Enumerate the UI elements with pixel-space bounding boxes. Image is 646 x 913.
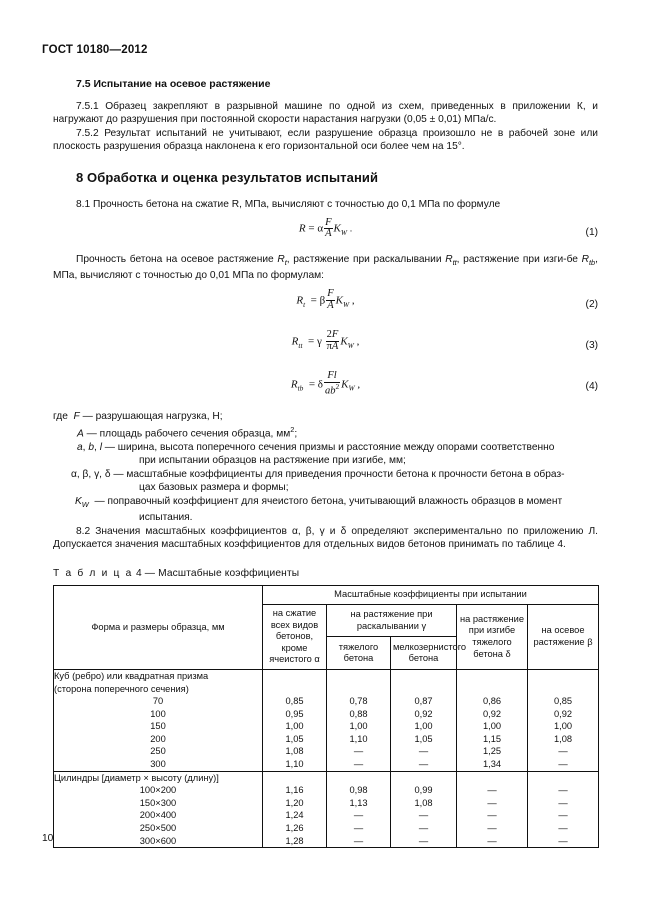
cube-size-5: 300 (150, 759, 166, 770)
cube-bending-1: 0,92 (482, 708, 502, 719)
cylinder-size-3: 250×500 (139, 823, 177, 834)
cylinder-size-4: 300×600 (139, 835, 177, 846)
cylinder-compression-2: 1,24 (285, 810, 304, 821)
table-row (54, 771, 599, 848)
cylinder-split-fine-2: — (418, 810, 429, 821)
cube-compression-values (263, 669, 327, 771)
cube-axial-values (528, 669, 599, 771)
cube-axial-3: 1,08 (553, 733, 573, 744)
page-number: 10 (42, 833, 54, 844)
formula-1: R = α $\frac{F}{A}$ $K_W$ . (298, 216, 353, 240)
cylinder-axial-3: — (558, 823, 568, 834)
row-label-cylinder (54, 771, 263, 848)
cylinder-bending-values (457, 771, 528, 848)
cube-axial-4: — (558, 746, 568, 757)
table-caption-label: Т а б л и ц а (53, 568, 133, 580)
cylinder-split-heavy-1: 1,13 (349, 797, 368, 808)
definition-greek-cont: цах базовых размера и формы; (139, 482, 289, 494)
cube-compression-4: 1,08 (285, 746, 304, 757)
cube-split-fine-2: 1,00 (414, 721, 433, 732)
definition-abl-cont: при испытании образцов на растяжение при изгибе, мм; (139, 455, 406, 467)
definition-A: A — площадь рабочего сечения образца, $мм^2$; (77, 425, 298, 440)
paragraph-8-1b: Прочность бетона на осевое растяжение $R_t$, растяжение при раскалывании $R_{tt}$, растяжение при изги-бе $R_{tb}$, МПа, вычисляют с точностью до 0,01 МПа по формулам: (53, 254, 598, 282)
cube-split-heavy-0: 0,78 (349, 696, 368, 707)
cylinder-compression-3: 1,26 (285, 823, 304, 834)
standard-header: ГОСТ 10180—2012 (42, 44, 148, 56)
cube-bending-2: 1,00 (482, 721, 502, 732)
cylinder-axial-4: — (558, 835, 568, 846)
table-header-row-1 (54, 586, 599, 605)
cube-bending-values (457, 669, 528, 771)
cube-split-fine-1: 0,92 (414, 708, 433, 719)
cylinder-axial-2: — (558, 810, 568, 821)
cube-split-heavy-1: 0,88 (349, 708, 368, 719)
cylinder-split-heavy-0: 0,98 (349, 785, 368, 796)
formula-1-number: (1) (585, 227, 598, 239)
cylinder-split-heavy-3: — (353, 823, 364, 834)
formula-2-number: (2) (585, 298, 598, 310)
cylinder-split-fine-3: — (418, 823, 429, 834)
header-splitting-group: на растяжение при раскалывании γ (327, 604, 457, 636)
formula-4-row (53, 372, 598, 406)
paragraph-7-5-1: 7.5.1 Образец закрепляют в разрывной машине по одной из схем, приведенных в приложении К, и нагружают до разрушения при постоянной скорости нарастания нагрузки (0,05 ± 0,01) МПа/с. (53, 101, 598, 126)
cube-size-2: 150 (150, 721, 166, 732)
cube-compression-0: 0,85 (285, 696, 304, 707)
cube-bending-0: 0,86 (482, 696, 502, 707)
cylinder-bending-1: — (487, 797, 497, 808)
cylinder-bending-4: — (487, 835, 497, 846)
cube-axial-2: 1,00 (553, 721, 573, 732)
paragraph-8-1: 8.1 Прочность бетона на сжатие R, МПа, вычисляют с точностью до 0,1 МПа по формуле (76, 198, 501, 210)
cylinder-axial-1: — (558, 797, 568, 808)
cube-split-fine-values (391, 669, 457, 771)
formula-1-row (53, 218, 598, 252)
definition-F: где F — разрушающая нагрузка, Н; (53, 410, 223, 422)
cube-axial-5: — (558, 759, 568, 770)
scale-coefficients-table (53, 585, 599, 848)
section-7-5-heading: 7.5 Испытание на осевое растяжение (76, 78, 271, 90)
cube-size-4: 250 (150, 746, 166, 757)
header-splitting-heavy: тяжелого бетона (327, 637, 391, 669)
cylinder-size-1: 150×300 (139, 797, 177, 808)
section-8-heading: 8 Обработка и оценка результатов испытаний (76, 169, 379, 185)
formula-4: $R_{tb} = \delta$ $\frac{Fl}{ab^2}$ $K_W$ , (290, 370, 361, 397)
table-caption-title: — Масштабные коэффициенты (144, 568, 300, 580)
header-group-title: Масштабные коэффициенты при испытании (263, 586, 599, 605)
cube-compression-3: 1,05 (285, 733, 304, 744)
cube-compression-5: 1,10 (285, 759, 304, 770)
cylinder-bending-0: — (487, 785, 497, 796)
header-compression: на сжатие всех видов бетонов, кроме ячеистого α (263, 604, 327, 669)
cylinder-size-2: 200×400 (139, 810, 177, 821)
cube-size-0: 70 (152, 696, 164, 707)
cube-bending-5: 1,34 (482, 759, 502, 770)
header-bending: на растяжение при изгибе тяжелого бетона δ (457, 604, 528, 669)
table-caption (53, 568, 598, 579)
definition-greek: α, β, γ, δ — масштабные коэффициенты для приведения прочности бетона к прочности бетона в образ- (71, 468, 565, 480)
header-form-size: Форма и размеры образца, мм (54, 586, 263, 670)
cube-split-heavy-3: 1,10 (349, 733, 368, 744)
cube-split-heavy-2: 1,00 (349, 721, 368, 732)
cube-split-fine-4: — (418, 746, 429, 757)
header-axial-tension: на осевое растяжение β (528, 604, 599, 669)
cube-compression-2: 1,00 (285, 721, 304, 732)
cube-bending-3: 1,15 (482, 733, 502, 744)
cylinder-split-fine-values (391, 771, 457, 848)
table-row (54, 669, 599, 771)
cube-split-fine-3: 1,05 (414, 733, 433, 744)
cube-split-heavy-4: — (353, 746, 364, 757)
cylinder-compression-1: 1,20 (285, 797, 304, 808)
paragraph-7-5-2: 7.5.2 Результат испытаний не учитывают, если разрушение образца произошло не в рабочей зоне или плоскость разрушения образца наклонена к его горизонтальной оси более чем на 15°. (53, 127, 598, 153)
cube-bending-4: 1,25 (482, 746, 502, 757)
formula-3: $R_{tt} = \gamma$ $\frac{2F}{\pi A}$ $K_W$ , (291, 329, 360, 353)
cylinder-bending-2: — (487, 810, 497, 821)
cube-split-heavy-5: — (353, 759, 364, 770)
cube-label-line2: (сторона поперечного сечения) (54, 683, 189, 694)
formula-4-number: (4) (585, 380, 598, 392)
paragraph-8-2: 8.2 Значения масштабных коэффициентов α, β, γ и δ определяют экспериментально по приложению Л. Допускается значения масштабных коэффициентов для отдельных видов бетонов принимать по таблице 4. (53, 525, 598, 550)
cylinder-split-heavy-4: — (353, 835, 364, 846)
cube-split-heavy-values (327, 669, 391, 771)
cylinder-split-fine-4: — (418, 835, 429, 846)
cylinder-compression-4: 1,28 (285, 835, 304, 846)
definition-abl: a, b, l — ширина, высота поперечного сечения призмы и расстояние между опорами соответственно (77, 442, 555, 454)
cylinder-compression-values (263, 771, 327, 848)
cube-size-3: 200 (150, 733, 166, 744)
header-splitting-fine: мелкозернистого бетона (391, 637, 457, 669)
cube-size-1: 100 (150, 708, 166, 719)
formula-2-row (53, 290, 598, 324)
cube-axial-0: 0,85 (553, 696, 573, 707)
formula-3-row (53, 331, 598, 365)
cylinder-split-heavy-values (327, 771, 391, 848)
cylinder-split-fine-0: 0,99 (414, 785, 433, 796)
cube-split-fine-5: — (418, 759, 429, 770)
cylinder-split-heavy-2: — (353, 810, 364, 821)
formula-2: $R_t = \beta$ $\frac{F}{A}$ $K_W$ , (296, 288, 355, 312)
table-caption-number: 4 (135, 568, 142, 580)
cube-axial-1: 0,92 (553, 708, 573, 719)
definition-kw-cont: испытания. (139, 512, 193, 524)
cylinder-bending-3: — (487, 823, 497, 834)
symbol-definitions (53, 410, 598, 525)
cylinder-compression-0: 1,16 (285, 785, 304, 796)
row-label-cube (54, 669, 263, 771)
cube-split-fine-0: 0,87 (414, 696, 433, 707)
cylinder-split-fine-1: 1,08 (414, 797, 433, 808)
cube-compression-1: 0,95 (285, 708, 304, 719)
formula-3-number: (3) (585, 339, 598, 351)
cylinder-axial-values (528, 771, 599, 848)
cylinder-axial-0: — (558, 785, 568, 796)
cylinder-size-0: 100×200 (139, 785, 177, 796)
definition-kw: $K_W$ — поправочный коэффициент для ячеистого бетона, учитывающий влажность образцов в момент (75, 495, 563, 509)
page-content (53, 78, 598, 848)
cube-label-line1: Куб (ребро) или квадратная призма (54, 670, 209, 681)
cylinder-label-line1: Цилиндры [диаметр × высоту (длину)] (54, 772, 219, 783)
